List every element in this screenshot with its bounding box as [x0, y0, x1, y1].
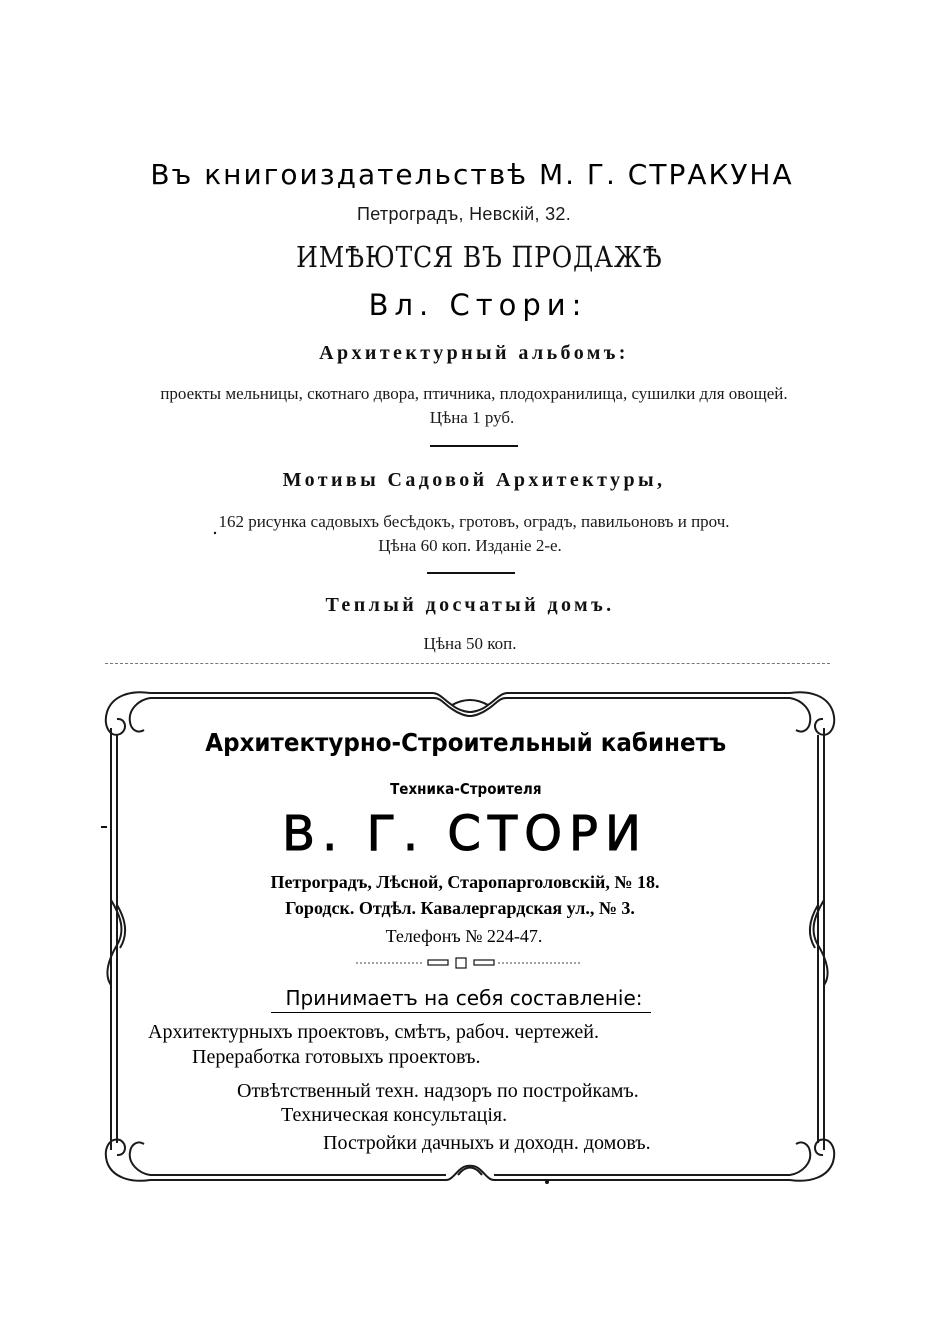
book-title: Мотивы Садовой Архитектуры,: [282, 469, 666, 491]
book-description: проекты мельницы, скотнаго двора, птичника, плодохранилища, сушилки для овощей.: [160, 384, 788, 403]
book-price: Цѣна 50 коп.: [423, 634, 517, 653]
cabinet-branch-address: Городск. Отдѣл. Кавалергардская ул., № 3.: [285, 898, 635, 918]
cabinet-address: Петроградъ, Лѣсной, Старопарголовскій, № 18.: [270, 872, 660, 892]
book-title: Архитектурный альбомъ:: [319, 342, 629, 364]
architect-name: В. Г. СТОРИ: [282, 806, 648, 862]
book-description: 162 рисунка садовыхъ бесѣдокъ, гротовъ, оградъ, павильоновъ и проч.: [218, 512, 730, 531]
book-price: Цѣна 1 руб.: [429, 408, 515, 427]
service-item: Постройки дачныхъ и доходн. домовъ.: [323, 1132, 651, 1154]
cabinet-title: Архитектурно-Строительный кабинетъ: [205, 728, 727, 757]
publisher-address: Петроградъ, Невскій, 32.: [356, 204, 572, 224]
services-underline: [271, 1012, 651, 1013]
service-item: Техническая консультація.: [281, 1104, 508, 1126]
services-heading: Принимаетъ на себя составленіе:: [285, 986, 643, 1010]
book-title: Теплый досчатый домъ.: [325, 594, 615, 616]
service-item: Архитектурныхъ проектовъ, смѣтъ, рабоч. чертежей.: [148, 1021, 599, 1043]
publisher-line: Въ книгоиздательствѣ М. Г. СТРАКУНА: [150, 158, 794, 191]
for-sale-heading: ИМѢЮТСЯ ВЪ ПРОДАЖѢ: [296, 240, 663, 274]
cabinet-phone: Телефонъ № 224-47.: [385, 926, 543, 946]
service-item: Переработка готовыхъ проектовъ.: [192, 1046, 481, 1068]
book-price: Цѣна 60 коп. Изданіе 2-е.: [378, 536, 562, 555]
service-item: Отвѣтственный техн. надзоръ по постройкамъ.: [237, 1080, 639, 1102]
ornament-divider: [356, 956, 582, 970]
cabinet-subtitle: Техника-Строителя: [390, 780, 542, 798]
author-name: Вл. Стори:: [368, 288, 588, 322]
